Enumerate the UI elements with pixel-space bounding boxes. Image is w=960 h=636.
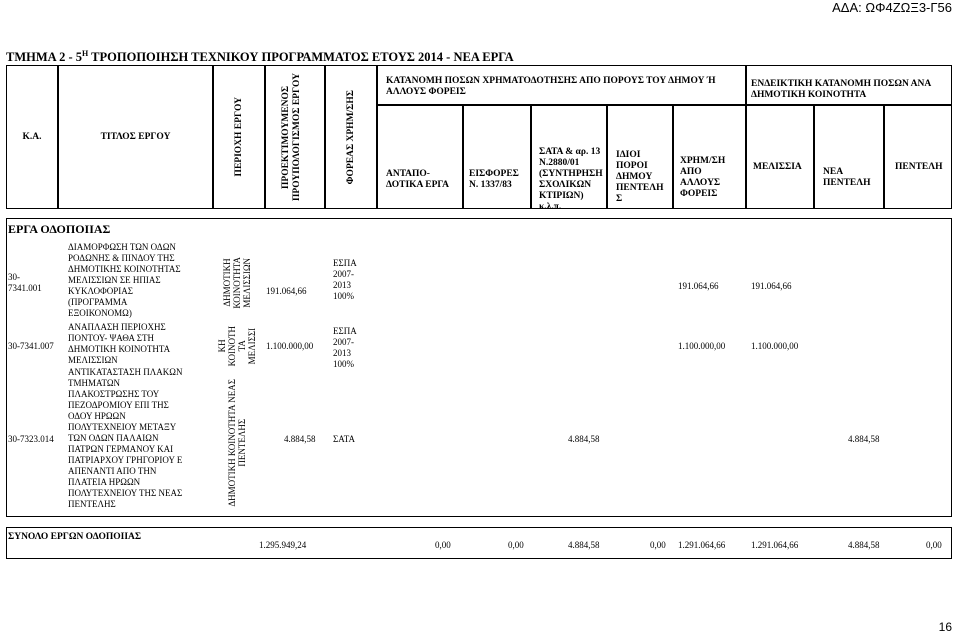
header-funding-group: [377, 65, 746, 105]
page-title: [6, 49, 514, 65]
totals-sata: 4.884,58: [568, 540, 600, 550]
page-number: 16: [938, 620, 952, 634]
header-nea-penteli-label: ΝΕΑ ΠΕΝΤΕΛΗ: [823, 167, 871, 188]
header-ka: [6, 65, 58, 209]
header-sata-label: ΣΑΤΑ & αρ. 13 Ν.2880/01 (ΣΥΝΤΗΡΗΣΗ ΣΧΟΛΙΚΩΝ ΚΤΙΡΙΩΝ) κ.λ.π.: [539, 147, 603, 212]
header-xrim-label: ΧΡΗΜ/ΣΗ ΑΠΟ ΑΛΛΟΥΣ ΦΟΡΕΙΣ: [680, 156, 726, 199]
row1-ka: 30- 7341.001: [8, 272, 42, 293]
row2-ka: 30-7341.007: [8, 341, 54, 351]
header-community-group: [746, 65, 952, 105]
row1-area: ΔΗΜΟΤΙΚΗ ΚΟΙΝΟΤΗΤΑ ΜΕΛΙΣΣΙΩΝ: [222, 257, 252, 309]
header-agency: [325, 65, 377, 209]
totals-budget: 1.295.949,24: [259, 540, 307, 550]
section-title: ΕΡΓΑ ΟΔΟΠΟΙΙΑΣ: [8, 222, 111, 236]
header-budget-label: ΠΡΟΕΚΤΙΜΟΥΜΕΝΟΣ ΠΡΟΥΠΟΛΟΓΙΣΜΟΣ ΕΡΓΟΥ: [281, 73, 302, 202]
header-melissia: [746, 105, 814, 209]
header-community-group-label: ΕΝΔΕΙΚΤΙΚΗ ΚΑΤΑΝΟΜΗ ΠΟΣΩΝ ΑΝΑ ΔΗΜΟΤΙΚΗ ΚΟΙΝΟΤΗΤΑ: [751, 79, 931, 100]
header-agency-label: ΦΟΡΕΑΣ ΧΡΗΜ/ΣΗΣ: [345, 89, 356, 185]
totals-xrim: 1.291.064,66: [678, 540, 726, 550]
totals-eisf: 0,00: [508, 540, 524, 550]
row1-budget: 191.064,66: [266, 286, 307, 296]
header-idioi: [607, 105, 673, 209]
header-area: [213, 65, 265, 209]
totals-row: [6, 527, 952, 559]
totals-nea-penteli: 4.884,58: [848, 540, 880, 550]
header-antap: [377, 105, 463, 209]
row2-title: ΑΝΑΠΛΑΣΗ ΠΕΡΙΟΧΗΣ ΠΟΝΤΟΥ- ΨΑΘΑ ΣΤΗ ΔΗΜΟΤΙΚΗ ΚΟΙΝΟΤΗΤΑ ΜΕΛΙΣΣΙΩΝ: [68, 322, 171, 365]
ada-code: ΑΔΑ: ΩΦ4ΖΩΞ3-Γ56: [832, 0, 952, 15]
header-antap-label: ΑΝΤΑΠΟ- ΔΟΤΙΚΑ ΕΡΓΑ: [386, 169, 450, 190]
row1-agency: ΕΣΠΑ 2007- 2013 100%: [333, 258, 357, 301]
row2-melissia: 1.100.000,00: [751, 341, 799, 351]
header-funding-group-label: ΚΑΤΑΝΟΜΗ ΠΟΣΩΝ ΧΡΗΜΑΤΟΔΟΤΗΣΗΣ ΑΠΟ ΠΟΡΟΥΣ ΤΟΥ ΔΗΜΟΥ Ή ΑΛΛΟΥΣ ΦΟΡΕΙΣ: [386, 76, 716, 97]
header-nea-penteli: [814, 105, 884, 209]
totals-melissia: 1.291.064,66: [751, 540, 799, 550]
header-title: [58, 65, 213, 209]
row3-agency: ΣΑΤΑ: [333, 434, 356, 444]
header-title-label: ΤΙΤΛΟΣ ΕΡΓΟΥ: [100, 131, 171, 142]
row1-melissia: 191.064,66: [751, 281, 792, 291]
row1-title: ΔΙΑΜΟΡΦΩΣΗ ΤΩΝ ΟΔΩΝ ΡΟΔΩΝΗΣ & ΠΙΝΔΟΥ ΤΗΣ ΔΗΜΟΤΙΚΗΣ ΚΟΙΝΟΤΗΤΑΣ ΜΕΛΙΣΣΙΩΝ ΣΕ ΗΠΙΑΣ ΚΥΚΛΟΦΟΡΙΑΣ (ΠΡΟΓΡΑΜΜΑ ΕΞΟΙΚΟΝΟΜΩ): [68, 242, 181, 318]
header-melissia-label: ΜΕΛΙΣΣΙΑ: [753, 162, 802, 172]
header-ka-label: Κ.Α.: [22, 131, 42, 142]
totals-label: ΣΥΝΟΛΟ ΕΡΓΩΝ ΟΔΟΠΟΙΙΑΣ: [8, 532, 142, 542]
page-title-suffix: ΤΡΟΠΟΠΟΙΗΣΗ ΤΕΧΝΙΚΟΥ ΠΡΟΓΡΑΜΜΑΤΟΣ ΕΤΟΥΣ 2014 - ΝΕΑ ΕΡΓΑ: [88, 50, 514, 65]
header-eisf-label: ΕΙΣΦΟΡΕΣ Ν. 1337/83: [469, 169, 519, 190]
header-budget: [265, 65, 325, 209]
row2-area-cell: [216, 320, 258, 372]
header-penteli: [884, 105, 952, 209]
row3-area: ΔΗΜΟΤΙΚΗ ΚΟΙΝΟΤΗΤΑ ΝΕΑΣ ΠΕΝΤΕΛΗΣ: [227, 379, 247, 507]
page-title-sup: Η: [82, 49, 89, 58]
row3-sata: 4.884,58: [568, 434, 600, 444]
row3-budget: 4.884,58: [284, 434, 316, 444]
totals-penteli: 0,00: [926, 540, 942, 550]
row2-budget: 1.100.000,00: [266, 341, 314, 351]
row3-ka: 30-7323.014: [8, 434, 54, 444]
row3-title: ΑΝΤΙΚΑΤΑΣΤΑΣΗ ΠΛΑΚΩΝ ΤΜΗΜΑΤΩΝ ΠΛΑΚΟΣΤΡΩΣΗΣ ΤΟΥ ΠΕΖΟΔΡΟΜΙΟΥ ΕΠΙ ΤΗΣ ΟΔΟΥ ΗΡΩΩΝ ΠΟΛΥΤΕΧΝΕΙΟΥ ΜΕΤΑΞΥ ΤΩΝ ΟΔΩΝ ΠΑΛΑΙΩΝ ΠΑΤΡΩΝ ΓΕΡΜΑΝΟΥ ΚΑΙ ΠΑΤΡΙΑΡΧΟΥ ΓΡΗΓΟΡΙΟΥ Ε ΑΠΕΝΑΝΤΙ ΑΠΟ ΤΗΝ ΠΛΑΤΕΙΑ ΗΡΩΩΝ ΠΟΛΥΤΕΧΝΕΙΟΥ ΤΗΣ ΝΕΑΣ ΠΕΝΤΕΛΗΣ: [68, 367, 183, 509]
page-title-prefix: ΤΜΗΜΑ 2 - 5: [6, 50, 83, 65]
row1-xrim: 191.064,66: [678, 281, 719, 291]
row3-area-cell: [216, 374, 258, 512]
header-idioi-label: ΙΔΙΟΙ ΠΟΡΟΙ ΔΗΜΟΥ ΠΕΝΤΕΛΗ Σ: [616, 150, 664, 204]
row2-agency: ΕΣΠΑ 2007- 2013 100%: [333, 326, 357, 369]
header-penteli-label: ΠΕΝΤΕΛΗ: [895, 162, 943, 172]
header-area-label: ΠΕΡΙΟΧΗ ΕΡΓΟΥ: [233, 97, 244, 177]
header-eisf: [463, 105, 531, 209]
header-xrim: [673, 105, 746, 209]
row3-nea-penteli: 4.884,58: [848, 434, 880, 444]
row1-area-cell: [216, 250, 258, 316]
totals-idioi: 0,00: [650, 540, 666, 550]
totals-antap: 0,00: [435, 540, 451, 550]
row2-area: ΚΗ ΚΟΙΝΟΤΗ ΤΑ ΜΕΛΙΣΣΙ: [217, 325, 257, 367]
header-sata: [531, 105, 607, 212]
row2-xrim: 1.100.000,00: [678, 341, 726, 351]
